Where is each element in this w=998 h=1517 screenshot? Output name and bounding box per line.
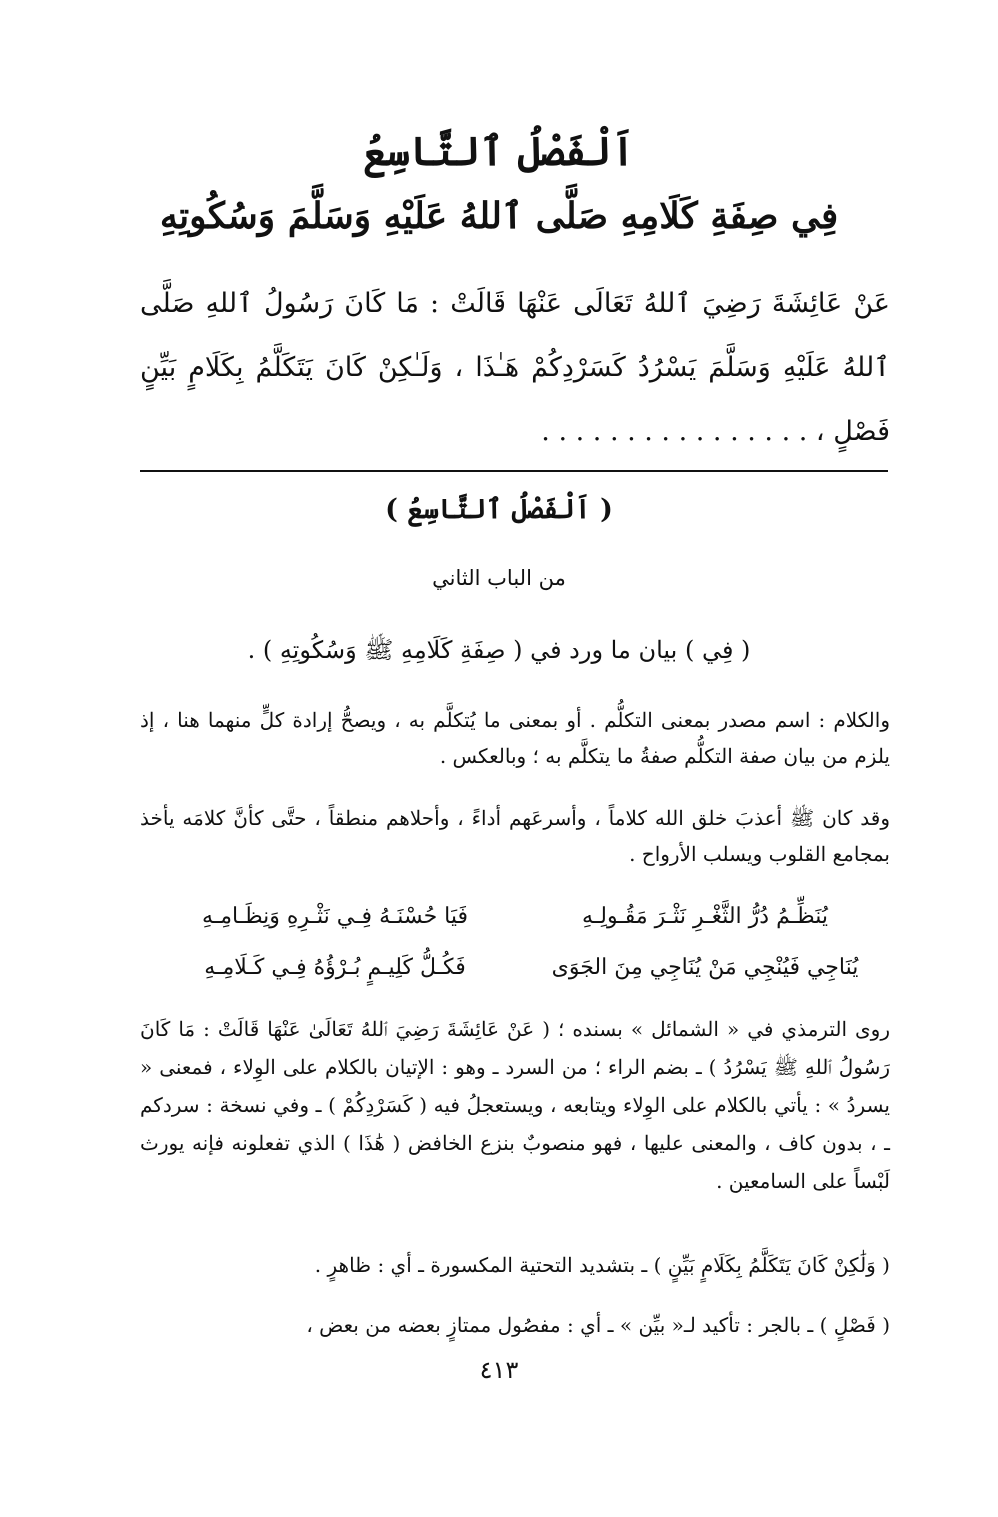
verse-2-first-hemistich: يُنَاجِي فَيُنْجِي مَنْ يُنَاجِي مِنَ الجَوَى [551, 955, 859, 980]
commentary-paragraph-4: ( وَلَٰكِنْ كَانَ يَتَكَلَّمُ بِكَلَامٍ بَيِّنٍ ) ـ بتشديد التحتية المكسورة ـ أي : ظاهرٍ . [314, 1253, 890, 1277]
commentary-subheading: من الباب الثاني [432, 566, 566, 590]
page-number: ٤١٣ [479, 1356, 519, 1384]
commentary-topic: ( فِي ) بيان ما ورد في ( صِفَةِ كَلَامِهِ ﷺ وَسُكُوتِهِ ) . [247, 636, 751, 664]
verse-1-first-hemistich: يُنَظِّـمُ دُرُّ الثَّغْـرِ نَثْـرَ مَقُـولِـهِ [582, 904, 828, 929]
commentary-paragraph-3: روى الترمذي في « الشمائل » بسنده ؛ ( عَنْ عَائِشَةَ رَضِيَ ٱللهُ تَعَالَىٰ عَنْهَا قَالَتْ : مَا كَانَ رَسُولُ ٱللهِ ﷺ يَسْرُدُ ) ـ بضم الراء ؛ من السرد ـ وهو : الإتيان بالكلام على الوِلاء ، فمعنى « يسردُ » : يأتي بالكلام على الوِلاء ويتابعه ، ويستعجلُ فيه ( كَسَرْدِكُمْ ) ـ وفي نسخة : سردكم ـ ، بدون كاف ، والمعنى عليها ، فهو منصوبٌ بنزع الخافض ( هَٰذَا ) الذي تفعلونه فإنه يورث لَبْساً على السامعين . [140, 1017, 890, 1193]
commentary-paragraph-1: والكلام : اسم مصدر بمعنى التكلُّم . أو بمعنى ما يُتكلَّم به ، ويصحُّ إرادة كلٍّ منهما هنا ، إذ يلزم من بيان صفة التكلُّم صفةُ ما يتكلَّم به ؛ وبالعكس . [140, 708, 890, 768]
hadith-text: عَنْ عَائِشَةَ رَضِيَ ٱللهُ تَعَالَى عَنْهَا قَالَتْ : مَا كَانَ رَسُولُ ٱللهِ صَلَّى ٱللهُ عَلَيْهِ وَسَلَّمَ يَسْرُدُ كَسَرْدِكُمْ هَـٰذَا ، وَلَـٰكِنْ كَانَ يَتَكَلَّمُ بِكَلَامٍ بَيِّنٍ فَصْلٍ ، . . . . . . . . . . . . . . . . [140, 288, 890, 447]
chapter-subtitle: فِي صِفَةِ كَلَامِهِ صَلَّى ٱللهُ عَلَيْهِ وَسَلَّمَ وَسُكُوتِهِ [159, 195, 839, 237]
verse-1-second-hemistich: فَيَا حُسْنَـهُ فِـي نَثْـرِهِ وَنِظَـامِـهِ [201, 904, 469, 929]
chapter-title: اَلْفَصْلُ ٱلتَّاسِعُ [363, 128, 635, 175]
verse-2-second-hemistich: فَكُـلُّ كَلِيـمٍ بُـرْؤُهُ فِـي كَـلَامِـهِ [204, 955, 466, 980]
section-divider [140, 470, 888, 472]
poetry-verse-1 [170, 904, 870, 944]
poetry-verse-2 [170, 955, 870, 995]
commentary-paragraph-5: ( فَصْلٍ ) ـ بالجر : تأكيد لـ« بيِّن » ـ أي : مفصُول ممتازٍ بعضه من بعض ، [306, 1313, 890, 1337]
commentary-heading: ( اَلْفَصْلُ ٱلتَّاسِعُ ) [385, 494, 613, 525]
commentary-paragraph-2: وقد كان ﷺ أعذبَ خلق الله كلاماً ، وأسرعَهم أداءً ، وأحلاهم منطقاً ، حتَّى كأنَّ كلامَه يأخذ بمجامع القلوب ويسلب الأرواح . [140, 806, 890, 866]
